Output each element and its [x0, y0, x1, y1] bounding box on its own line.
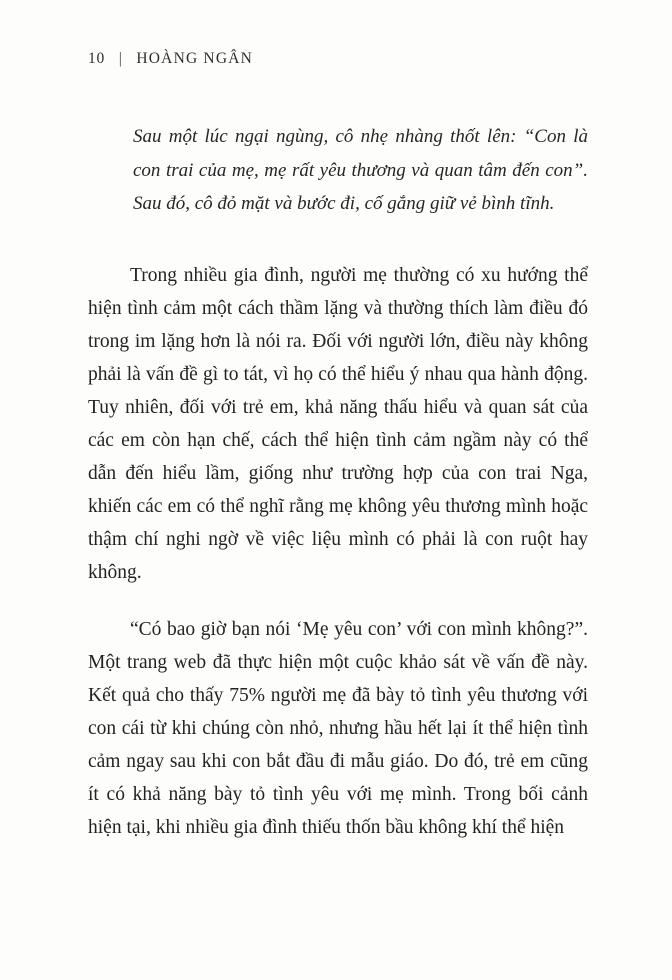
body-paragraph-2: “Có bao giờ bạn nói ‘Mẹ yêu con’ với con mình không?”. Một trang web đã thực hiện một cuộc khảo sát về vấn đề này. Kết quả cho thấy 75% người mẹ đã bày tỏ tình yêu thương với con cái từ khi chúng còn nhỏ, nhưng hầu hết lại ít thể hiện tình cảm ngay sau khi con bắt đầu đi mẫu giáo. Do đó, trẻ em cũng ít có khả năng bày tỏ tình yêu với mẹ mình. Trong bối cảnh hiện tại, khi nhiều gia đình thiếu thốn bầu không khí thể hiện: [88, 618, 588, 838]
body-paragraph-1: Trong nhiều gia đình, người mẹ thường có xu hướng thể hiện tình cảm một cách thầm lặng và thường thích làm điều đó trong im lặng hơn là nói ra. Đối với người lớn, điều này không phải là vấn đề gì to tát, vì họ có thể hiểu ý nhau qua hành động. Tuy nhiên, đối với trẻ em, khả năng thấu hiểu và quan sát của các em còn hạn chế, cách thể hiện tình cảm ngầm này có thể dẫn đến hiểu lầm, giống như trường hợp của con trai Nga, khiến các em có thể nghĩ rằng mẹ không yêu thương mình hoặc thậm chí nghi ngờ về việc liệu mình có phải là con ruột hay không.: [88, 264, 588, 583]
epigraph-quote: Sau một lúc ngại ngùng, cô nhẹ nhàng thốt lên: “Con là con trai của mẹ, mẹ rất yêu thương và quan tâm đến con”. Sau đó, cô đỏ mặt và bước đi, cố gắng giữ vẻ bình tĩnh.: [133, 126, 588, 214]
header-separator: |: [118, 50, 123, 67]
page-number: 10: [88, 50, 106, 67]
running-title: HOÀNG NGÂN: [136, 50, 254, 67]
page-header: [88, 50, 588, 68]
